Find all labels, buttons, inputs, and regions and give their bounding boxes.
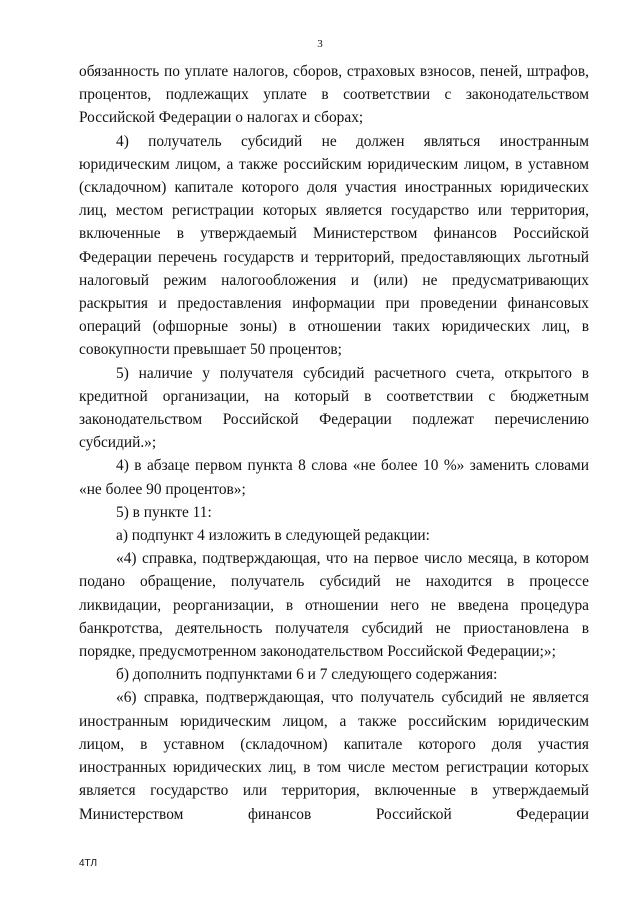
paragraph-subpoint-a: а) подпункт 4 изложить в следующей редакции: — [116, 527, 430, 545]
paragraph-tax-obligation: обязанность по уплате налогов, сборов, страховых взносов, пеней, штрафов, процентов, подлежащих уплате в соответствии с законодательством Российской Федерации о налогах и сборах; — [79, 63, 589, 127]
document-body — [79, 60, 589, 826]
page-number: 3 — [317, 38, 323, 50]
paragraph-item-5-bank-account: 5) наличие у получателя субсидий расчетного счета, открытого в кредитной организации, на который в соответствии с бюджетным законодательством Российской Федерации подлежат перечислению субсидий.»; — [79, 364, 589, 452]
paragraph-certificate-foreign: «6) справка, подтверждающая, что получатель субсидий не является иностранным юридическим лицом, а также российским юридическим лицом, в уставном (складочном) капитале которого доля участия иностранных юридических лиц, в том числе местом регистрации которых является государство или территория, включенные в утверждаемый Министерством финансов Российской Федерации — [79, 689, 589, 823]
footer-code: 4ТЛ — [79, 858, 98, 869]
paragraph-certificate-liquidation: «4) справка, подтверждающая, что на первое число месяца, в котором подано обращение, получатель субсидий не находится в процессе ликвидации, реорганизации, в отношении него не введена процедура банкротства, деятельность получателя субсидий не приостановлена в порядке, предусмотренном законодательством Российской Федерации;»; — [79, 550, 589, 661]
paragraph-subpoint-b: б) дополнить подпунктами 6 и 7 следующего содержания: — [116, 666, 498, 684]
paragraph-item-4-foreign-entity: 4) получатель субсидий не должен являться иностранным юридическим лицом, а также российским юридическим лицом, в уставном (складочном) капитале которого доля участия иностранных юридических лиц, местом регистрации которых является государство или территория, включенные в утверждаемый Министерством финансов Российской Федерации перечень государств и территорий, предоставляющих льготный налоговый режим налогообложения и (или) не предусматривающих раскрытия и предоставления информации при проведении финансовых операций (офшорные зоны) в отношении таких юридических лиц, в совокупности превышает 50 процентов; — [79, 132, 589, 359]
paragraph-amend-point-8: 4) в абзаце первом пункта 8 слова «не более 10 %» заменить словами «не более 90 процентов»; — [79, 457, 589, 498]
paragraph-point-11: 5) в пункте 11: — [116, 503, 212, 521]
